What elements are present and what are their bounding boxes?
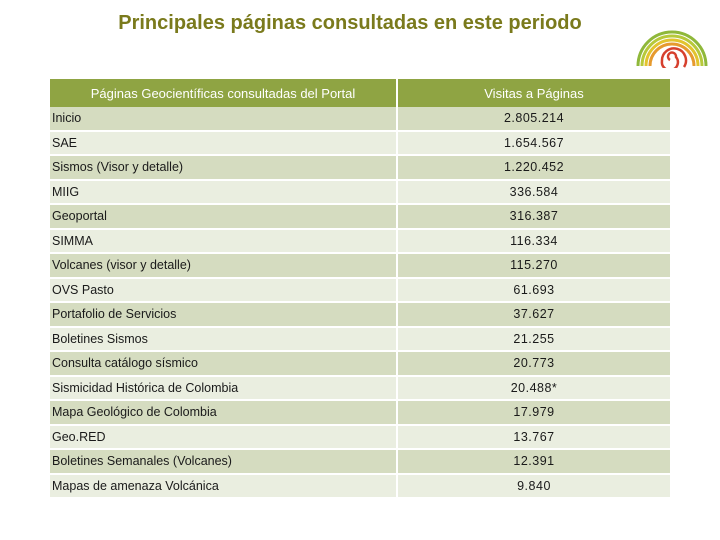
visits-cell: 20.488* xyxy=(397,376,670,401)
column-header-visits: Visitas a Páginas xyxy=(397,79,670,107)
table-row xyxy=(50,327,670,352)
page-name-cell: MIIG xyxy=(50,180,397,205)
table-row xyxy=(50,351,670,376)
visits-cell: 17.979 xyxy=(397,400,670,425)
page-name-cell: Geo.RED xyxy=(50,425,397,450)
table-row xyxy=(50,107,670,131)
page-name-cell: Boletines Sismos xyxy=(50,327,397,352)
visits-cell: 116.334 xyxy=(397,229,670,254)
page-name-cell: Portafolio de Servicios xyxy=(50,302,397,327)
pages-table xyxy=(50,79,670,499)
table-row xyxy=(50,400,670,425)
table-row xyxy=(50,204,670,229)
table-row xyxy=(50,449,670,474)
page-name-cell: Boletines Semanales (Volcanes) xyxy=(50,449,397,474)
visits-cell: 12.391 xyxy=(397,449,670,474)
visits-cell: 61.693 xyxy=(397,278,670,303)
table-row xyxy=(50,474,670,499)
page-name-cell: Consulta catálogo sísmico xyxy=(50,351,397,376)
table-row xyxy=(50,425,670,450)
spiral-arcs-logo-icon xyxy=(632,8,712,68)
visits-cell: 336.584 xyxy=(397,180,670,205)
table-row xyxy=(50,302,670,327)
table-row xyxy=(50,155,670,180)
visits-cell: 37.627 xyxy=(397,302,670,327)
visits-cell: 115.270 xyxy=(397,253,670,278)
page-name-cell: Mapa Geológico de Colombia xyxy=(50,400,397,425)
table-row xyxy=(50,229,670,254)
visits-cell: 21.255 xyxy=(397,327,670,352)
page-name-cell: Mapas de amenaza Volcánica xyxy=(50,474,397,499)
page-name-cell: Sismos (Visor y detalle) xyxy=(50,155,397,180)
page-name-cell: SAE xyxy=(50,131,397,156)
visits-cell: 13.767 xyxy=(397,425,670,450)
page-name-cell: OVS Pasto xyxy=(50,278,397,303)
column-header-pages: Páginas Geocientíficas consultadas del Portal xyxy=(50,79,397,107)
table-row xyxy=(50,131,670,156)
page-name-cell: Geoportal xyxy=(50,204,397,229)
visits-cell: 1.654.567 xyxy=(397,131,670,156)
page-name-cell: SIMMA xyxy=(50,229,397,254)
page-name-cell: Volcanes (visor y detalle) xyxy=(50,253,397,278)
table-row xyxy=(50,278,670,303)
table-row xyxy=(50,180,670,205)
visits-cell: 2.805.214 xyxy=(397,107,670,131)
page-title: Principales páginas consultadas en este periodo xyxy=(118,12,582,34)
table-row xyxy=(50,253,670,278)
table-header-row xyxy=(50,79,670,107)
visits-cell: 9.840 xyxy=(397,474,670,499)
visits-cell: 316.387 xyxy=(397,204,670,229)
visits-cell: 1.220.452 xyxy=(397,155,670,180)
page-name-cell: Sismicidad Histórica de Colombia xyxy=(50,376,397,401)
page-name-cell: Inicio xyxy=(50,107,397,131)
table-row xyxy=(50,376,670,401)
visits-cell: 20.773 xyxy=(397,351,670,376)
